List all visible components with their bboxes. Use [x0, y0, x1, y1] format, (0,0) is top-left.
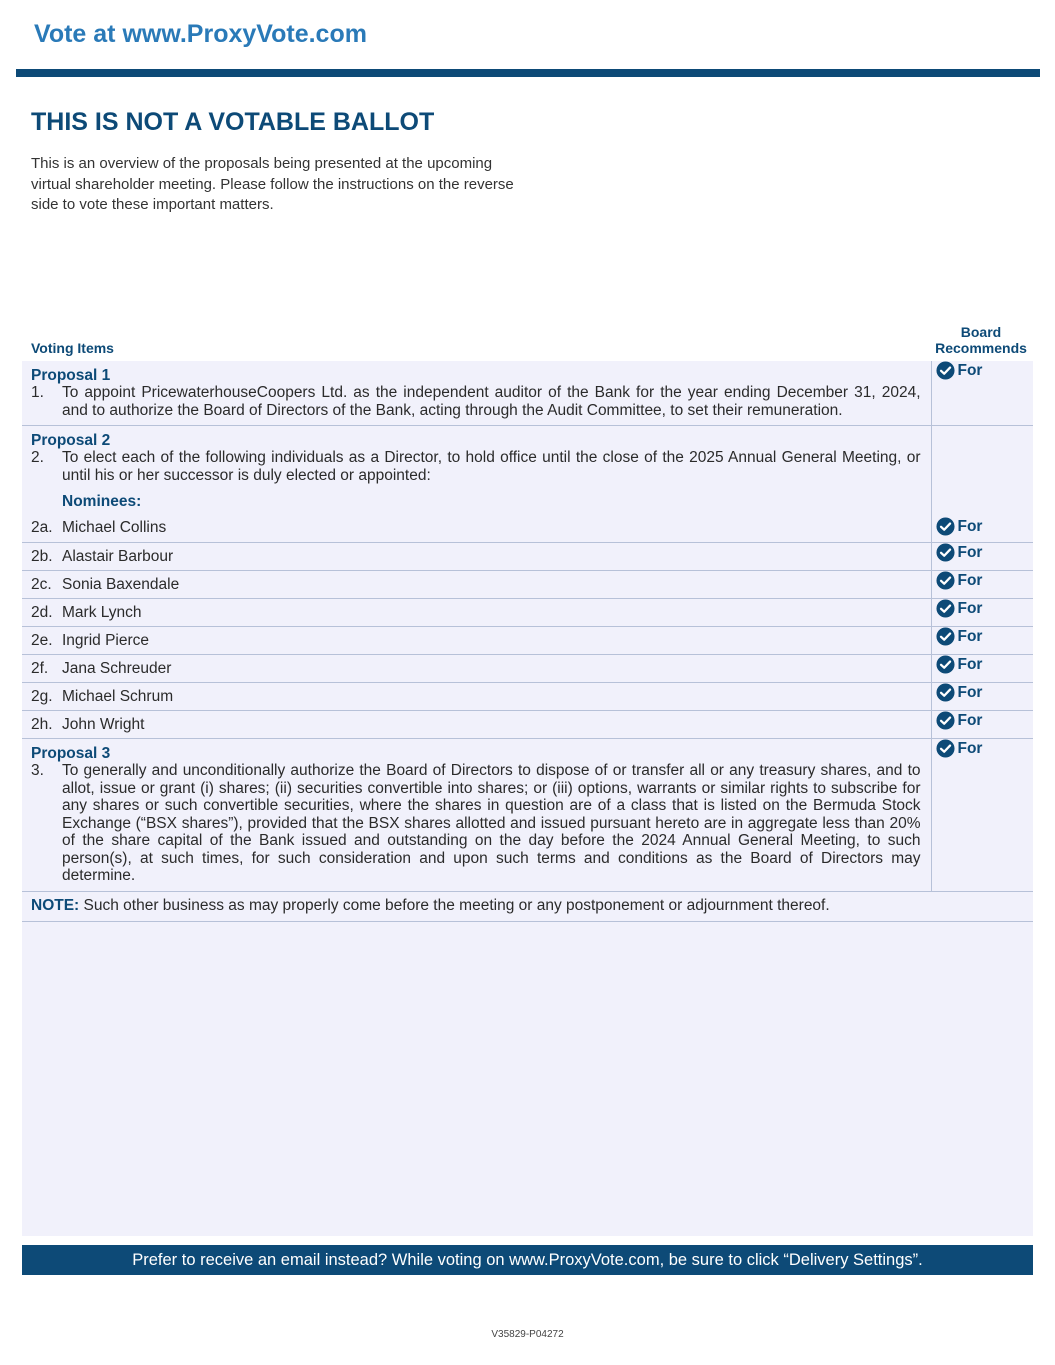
nominee-2a-recommendation: [936, 517, 1034, 536]
proposal-3-row: [22, 739, 1033, 892]
check-circle-icon: [936, 517, 955, 536]
document-code: V35829-P04272: [491, 1329, 564, 1340]
nominee-name: John Wright: [62, 716, 145, 733]
board-recommends-header: [931, 324, 1031, 356]
proposal-3-title: Proposal 3: [31, 745, 111, 762]
proposal-3-recommendation: [936, 739, 1034, 758]
email-delivery-banner: Prefer to receive an email instead? While voting on www.ProxyVote.com, be sure to click “Delivery Settings”.: [22, 1245, 1033, 1275]
nominee-name: Alastair Barbour: [62, 548, 174, 565]
vote-website-header: Vote at www.ProxyVote.com: [34, 20, 367, 48]
nominee-recommendation: [936, 655, 1034, 674]
nominee-name: Sonia Baxendale: [62, 576, 180, 593]
nominee-number: 2c.: [31, 576, 52, 593]
recommendation-label: For: [957, 571, 983, 589]
nominee-row: [22, 683, 1033, 711]
proposal-3-text: To generally and unconditionally authorize the Board of Directors to dispose of or transfer all or any treasury shares, and to allot, issue or grant (i) shares; (ii) securities convertible into shares; or (iii) options, warrants or similar rights to subscribe for any shares or such convertible securities, where the shares in question are of a class that is listed on the Bermuda Stock Exchange (“BSX shares”), provided that the BSX shares allotted and issued pursuant hereto are in aggregate less than 20% of the share capital of the Bank issued and outstanding on the day before the 2024 Annual General Meeting, to such person(s), at such times, for such consideration and upon such terms and conditions as the Board of Directors may determine.: [62, 762, 921, 884]
nominee-name: Michael Collins: [62, 519, 167, 536]
nominee-row: [22, 571, 1033, 599]
check-circle-icon: [936, 655, 955, 674]
nominee-number: 2d.: [31, 604, 53, 621]
nominee-number: 2b.: [31, 548, 53, 565]
check-circle-icon: [936, 599, 955, 618]
check-circle-icon: [936, 571, 955, 590]
proposal-2-number: 2.: [31, 449, 44, 466]
note-row: [22, 891, 1033, 921]
nominee-name: Ingrid Pierce: [62, 632, 150, 649]
nominee-recommendation: [936, 683, 1034, 702]
proposal-2-text: To elect each of the following individuals as a Director, to hold office until the close of the 2025 Annual General Meeting, or until his or her successor is duly elected or appointed:: [62, 449, 921, 484]
proposal-1-recommendation: [936, 361, 1034, 380]
nominee-name: Jana Schreuder: [62, 660, 172, 677]
board-recommends-line1: Board: [960, 324, 1002, 340]
nominee-2a: [31, 519, 921, 536]
page-title: THIS IS NOT A VOTABLE BALLOT: [31, 108, 435, 136]
nominee-recommendation: [936, 627, 1034, 646]
proposal-1-number: 1.: [31, 384, 44, 401]
note-text: Such other business as may properly come before the meeting or any postponement or adjournment thereof.: [79, 896, 830, 914]
recommendation-label: For: [957, 517, 983, 535]
nominee-recommendation: [936, 599, 1034, 618]
proposal-1-title: Proposal 1: [31, 367, 111, 384]
nominee-row: [22, 711, 1033, 739]
recommendation-label: For: [957, 655, 983, 673]
nominee-recommendation: [936, 543, 1034, 562]
recommendation-label: For: [957, 683, 983, 701]
recommendation-label: For: [957, 599, 983, 617]
proposal-1-row: [22, 361, 1033, 426]
check-circle-icon: [936, 711, 955, 730]
nominee-row: [22, 599, 1033, 627]
intro-paragraph: This is an overview of the proposals being presented at the upcoming virtual shareholder meeting. Please follow the instructions on the reverse side to vote these important matters.: [31, 155, 514, 213]
nominee-row: [22, 543, 1033, 571]
nominee-name: Mark Lynch: [62, 604, 142, 621]
recommendation-label: For: [957, 711, 983, 729]
nominee-number: 2e.: [31, 632, 53, 649]
nominees-label: Nominees:: [62, 493, 142, 510]
check-circle-icon: [936, 683, 955, 702]
header-rule: [16, 69, 1040, 77]
proposal-1-text: To appoint PricewaterhouseCoopers Ltd. as the independent auditor of the Bank for the year ending December 31, 2024, and to authorize the Board of Directors of the Bank, acting through the Audit Committee, to set their remuneration.: [62, 384, 921, 419]
board-recommends-line2: Recommends: [935, 340, 1027, 356]
check-circle-icon: [936, 739, 955, 758]
recommendation-label: For: [957, 739, 983, 757]
recommendation-label: For: [957, 627, 983, 645]
note-label: NOTE:: [31, 896, 80, 914]
proposal-2-row: [22, 426, 1033, 543]
check-circle-icon: [936, 543, 955, 562]
nominee-number: 2a.: [31, 519, 53, 536]
nominee-recommendation: [936, 711, 1034, 730]
nominee-number: 2g.: [31, 688, 53, 705]
proposal-3-number: 3.: [31, 762, 44, 779]
nominee-number: 2h.: [31, 716, 53, 733]
proposal-2-title: Proposal 2: [31, 432, 111, 449]
voting-items-table: [22, 361, 1033, 922]
check-circle-icon: [936, 361, 955, 380]
voting-items-header: Voting Items: [31, 340, 114, 356]
recommendation-label: For: [957, 361, 983, 379]
nominee-number: 2f.: [31, 660, 49, 677]
recommendation-label: For: [957, 543, 983, 561]
check-circle-icon: [936, 627, 955, 646]
nominee-name: Michael Schrum: [62, 688, 174, 705]
nominee-row: [22, 655, 1033, 683]
nominee-row: [22, 627, 1033, 655]
nominee-recommendation: [936, 571, 1034, 590]
